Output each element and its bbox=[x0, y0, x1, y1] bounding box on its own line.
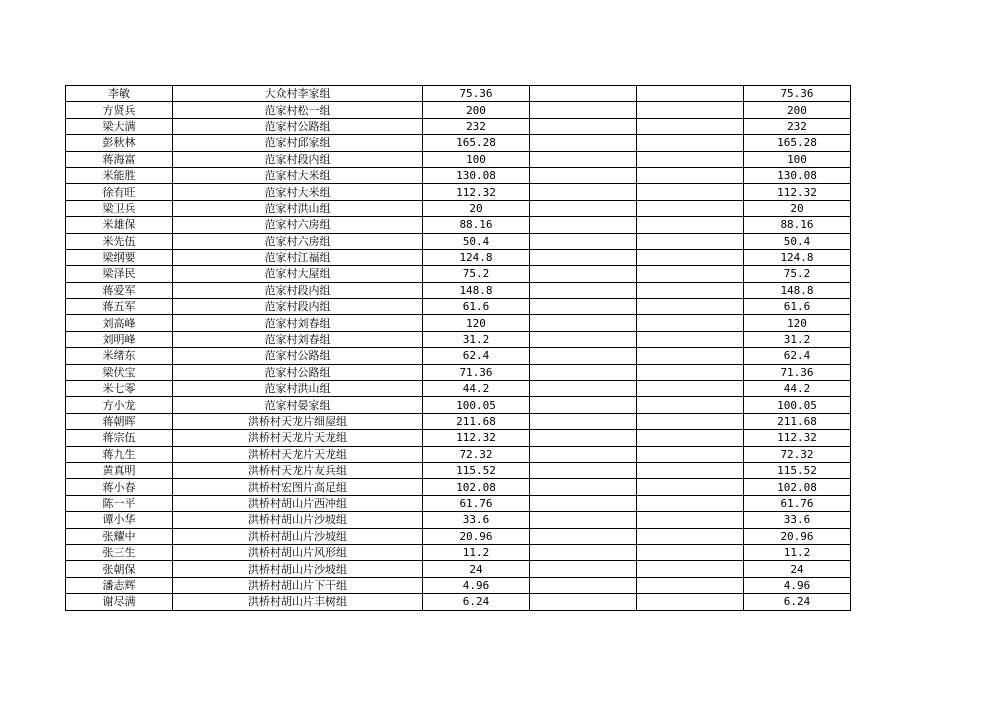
amount-cell[interactable]: 44.2 bbox=[423, 381, 530, 397]
group-cell[interactable]: 范家村大屋组 bbox=[173, 266, 423, 282]
name-cell[interactable]: 蒋爱军 bbox=[66, 282, 173, 298]
empty-cell[interactable] bbox=[637, 413, 744, 429]
empty-cell[interactable] bbox=[530, 86, 637, 102]
table-row bbox=[66, 102, 851, 118]
amount-cell[interactable]: 6.24 bbox=[423, 594, 530, 610]
amount-cell[interactable]: 71.36 bbox=[423, 364, 530, 380]
group-cell[interactable]: 范家村刘春组 bbox=[173, 315, 423, 331]
table-row bbox=[66, 315, 851, 331]
name-cell[interactable]: 蒋宗伍 bbox=[66, 430, 173, 446]
total-cell[interactable]: 61.76 bbox=[744, 495, 851, 511]
name-cell[interactable]: 梁大满 bbox=[66, 118, 173, 134]
empty-cell[interactable] bbox=[637, 381, 744, 397]
amount-cell[interactable]: 61.6 bbox=[423, 299, 530, 315]
group-cell[interactable]: 洪桥村胡山片风形组 bbox=[173, 544, 423, 560]
table-row bbox=[66, 348, 851, 364]
empty-cell[interactable] bbox=[530, 266, 637, 282]
table-row bbox=[66, 446, 851, 462]
total-cell[interactable]: 62.4 bbox=[744, 348, 851, 364]
empty-cell[interactable] bbox=[530, 282, 637, 298]
amount-cell[interactable]: 115.52 bbox=[423, 462, 530, 478]
name-cell[interactable]: 梁纲要 bbox=[66, 249, 173, 265]
amount-cell[interactable]: 72.32 bbox=[423, 446, 530, 462]
empty-cell[interactable] bbox=[637, 462, 744, 478]
table-row bbox=[66, 462, 851, 478]
name-cell[interactable]: 黄真明 bbox=[66, 462, 173, 478]
empty-cell[interactable] bbox=[530, 331, 637, 347]
amount-cell[interactable]: 31.2 bbox=[423, 331, 530, 347]
name-cell[interactable]: 梁伏宝 bbox=[66, 364, 173, 380]
table-row bbox=[66, 594, 851, 610]
empty-cell[interactable] bbox=[637, 200, 744, 216]
table-row bbox=[66, 299, 851, 315]
table-row bbox=[66, 135, 851, 151]
group-cell[interactable]: 洪桥村天龙片友兵组 bbox=[173, 462, 423, 478]
group-cell[interactable]: 洪桥村胡山片西冲组 bbox=[173, 495, 423, 511]
total-cell[interactable]: 75.2 bbox=[744, 266, 851, 282]
empty-cell[interactable] bbox=[637, 184, 744, 200]
group-cell[interactable]: 范家村刘春组 bbox=[173, 331, 423, 347]
name-cell[interactable]: 谢尽满 bbox=[66, 594, 173, 610]
group-cell[interactable]: 范家村松一组 bbox=[173, 102, 423, 118]
empty-cell[interactable] bbox=[530, 462, 637, 478]
empty-cell[interactable] bbox=[637, 249, 744, 265]
table-body bbox=[66, 86, 851, 611]
empty-cell[interactable] bbox=[530, 577, 637, 593]
total-cell[interactable]: 75.36 bbox=[744, 86, 851, 102]
group-cell[interactable]: 洪桥村宏图片高足组 bbox=[173, 479, 423, 495]
group-cell[interactable]: 范家村公路组 bbox=[173, 348, 423, 364]
group-cell[interactable]: 范家村六房组 bbox=[173, 233, 423, 249]
group-cell[interactable]: 大众村李家组 bbox=[173, 86, 423, 102]
empty-cell[interactable] bbox=[637, 528, 744, 544]
name-cell[interactable]: 梁泽民 bbox=[66, 266, 173, 282]
amount-cell[interactable]: 33.6 bbox=[423, 512, 530, 528]
amount-cell[interactable]: 50.4 bbox=[423, 233, 530, 249]
group-cell[interactable]: 洪桥村胡山片沙坡组 bbox=[173, 512, 423, 528]
empty-cell[interactable] bbox=[637, 446, 744, 462]
empty-cell[interactable] bbox=[530, 512, 637, 528]
empty-cell[interactable] bbox=[530, 102, 637, 118]
empty-cell[interactable] bbox=[637, 512, 744, 528]
total-cell[interactable]: 71.36 bbox=[744, 364, 851, 380]
table-row bbox=[66, 86, 851, 102]
table-row bbox=[66, 495, 851, 511]
table-row bbox=[66, 561, 851, 577]
table-row bbox=[66, 184, 851, 200]
empty-cell[interactable] bbox=[530, 594, 637, 610]
name-cell[interactable]: 蒋朝晖 bbox=[66, 413, 173, 429]
empty-cell[interactable] bbox=[530, 364, 637, 380]
empty-cell[interactable] bbox=[637, 151, 744, 167]
total-cell[interactable]: 31.2 bbox=[744, 331, 851, 347]
total-cell[interactable]: 11.2 bbox=[744, 544, 851, 560]
total-cell[interactable]: 24 bbox=[744, 561, 851, 577]
group-cell[interactable]: 洪桥村胡山片沙坡组 bbox=[173, 528, 423, 544]
name-cell[interactable]: 米雄保 bbox=[66, 217, 173, 233]
amount-cell[interactable]: 112.32 bbox=[423, 430, 530, 446]
name-cell[interactable]: 蒋九生 bbox=[66, 446, 173, 462]
name-cell[interactable]: 蒋五军 bbox=[66, 299, 173, 315]
group-cell[interactable]: 范家村公路组 bbox=[173, 364, 423, 380]
total-cell[interactable]: 211.68 bbox=[744, 413, 851, 429]
group-cell[interactable]: 洪桥村天龙片天龙组 bbox=[173, 430, 423, 446]
table-row bbox=[66, 430, 851, 446]
empty-cell[interactable] bbox=[530, 495, 637, 511]
empty-cell[interactable] bbox=[530, 200, 637, 216]
amount-cell[interactable]: 165.28 bbox=[423, 135, 530, 151]
amount-cell[interactable]: 232 bbox=[423, 118, 530, 134]
table-row bbox=[66, 266, 851, 282]
table-row bbox=[66, 397, 851, 413]
empty-cell[interactable] bbox=[637, 167, 744, 183]
total-cell[interactable]: 232 bbox=[744, 118, 851, 134]
empty-cell[interactable] bbox=[637, 577, 744, 593]
total-cell[interactable]: 102.08 bbox=[744, 479, 851, 495]
empty-cell[interactable] bbox=[637, 233, 744, 249]
amount-cell[interactable]: 75.2 bbox=[423, 266, 530, 282]
amount-cell[interactable]: 124.8 bbox=[423, 249, 530, 265]
group-cell[interactable]: 洪桥村胡山片沙坡组 bbox=[173, 561, 423, 577]
amount-cell[interactable]: 130.08 bbox=[423, 167, 530, 183]
empty-cell[interactable] bbox=[530, 413, 637, 429]
empty-cell[interactable] bbox=[530, 151, 637, 167]
empty-cell[interactable] bbox=[530, 561, 637, 577]
group-cell[interactable]: 洪桥村天龙片天龙组 bbox=[173, 446, 423, 462]
amount-cell[interactable]: 148.8 bbox=[423, 282, 530, 298]
empty-cell[interactable] bbox=[530, 381, 637, 397]
empty-cell[interactable] bbox=[637, 495, 744, 511]
amount-cell[interactable]: 62.4 bbox=[423, 348, 530, 364]
amount-cell[interactable]: 24 bbox=[423, 561, 530, 577]
group-cell[interactable]: 洪桥村胡山片下干组 bbox=[173, 577, 423, 593]
name-cell[interactable]: 方小龙 bbox=[66, 397, 173, 413]
total-cell[interactable]: 88.16 bbox=[744, 217, 851, 233]
name-cell[interactable]: 陈一平 bbox=[66, 495, 173, 511]
total-cell[interactable]: 112.32 bbox=[744, 184, 851, 200]
amount-cell[interactable]: 75.36 bbox=[423, 86, 530, 102]
group-cell[interactable]: 范家村段内组 bbox=[173, 299, 423, 315]
total-cell[interactable]: 4.96 bbox=[744, 577, 851, 593]
group-cell[interactable]: 范家村洪山组 bbox=[173, 381, 423, 397]
table-row bbox=[66, 331, 851, 347]
total-cell[interactable]: 124.8 bbox=[744, 249, 851, 265]
name-cell[interactable]: 米七零 bbox=[66, 381, 173, 397]
group-cell[interactable]: 范家村段内组 bbox=[173, 282, 423, 298]
total-cell[interactable]: 112.32 bbox=[744, 430, 851, 446]
empty-cell[interactable] bbox=[530, 315, 637, 331]
table-row bbox=[66, 512, 851, 528]
amount-cell[interactable]: 100.05 bbox=[423, 397, 530, 413]
group-cell[interactable]: 范家村段内组 bbox=[173, 151, 423, 167]
table-row bbox=[66, 249, 851, 265]
amount-cell[interactable]: 88.16 bbox=[423, 217, 530, 233]
empty-cell[interactable] bbox=[530, 299, 637, 315]
name-cell[interactable]: 米能胜 bbox=[66, 167, 173, 183]
name-cell[interactable]: 米绪东 bbox=[66, 348, 173, 364]
empty-cell[interactable] bbox=[530, 446, 637, 462]
empty-cell[interactable] bbox=[530, 184, 637, 200]
total-cell[interactable]: 100 bbox=[744, 151, 851, 167]
table-row bbox=[66, 364, 851, 380]
empty-cell[interactable] bbox=[530, 233, 637, 249]
table-row bbox=[66, 233, 851, 249]
empty-cell[interactable] bbox=[530, 528, 637, 544]
name-cell[interactable]: 潘志辉 bbox=[66, 577, 173, 593]
total-cell[interactable]: 6.24 bbox=[744, 594, 851, 610]
total-cell[interactable]: 100.05 bbox=[744, 397, 851, 413]
empty-cell[interactable] bbox=[530, 544, 637, 560]
total-cell[interactable]: 50.4 bbox=[744, 233, 851, 249]
total-cell[interactable]: 200 bbox=[744, 102, 851, 118]
name-cell[interactable]: 蒋海富 bbox=[66, 151, 173, 167]
name-cell[interactable]: 方贤兵 bbox=[66, 102, 173, 118]
total-cell[interactable]: 44.2 bbox=[744, 381, 851, 397]
group-cell[interactable]: 范家村邱家组 bbox=[173, 135, 423, 151]
table-row bbox=[66, 118, 851, 134]
table-row bbox=[66, 577, 851, 593]
name-cell[interactable]: 刘明峰 bbox=[66, 331, 173, 347]
group-cell[interactable]: 范家村大米组 bbox=[173, 167, 423, 183]
amount-cell[interactable]: 4.96 bbox=[423, 577, 530, 593]
empty-cell[interactable] bbox=[637, 430, 744, 446]
empty-cell[interactable] bbox=[637, 299, 744, 315]
empty-cell[interactable] bbox=[637, 266, 744, 282]
name-cell[interactable]: 张朝保 bbox=[66, 561, 173, 577]
total-cell[interactable]: 115.52 bbox=[744, 462, 851, 478]
empty-cell[interactable] bbox=[637, 315, 744, 331]
empty-cell[interactable] bbox=[637, 544, 744, 560]
empty-cell[interactable] bbox=[637, 217, 744, 233]
total-cell[interactable]: 61.6 bbox=[744, 299, 851, 315]
amount-cell[interactable]: 200 bbox=[423, 102, 530, 118]
amount-cell[interactable]: 211.68 bbox=[423, 413, 530, 429]
amount-cell[interactable]: 102.08 bbox=[423, 479, 530, 495]
name-cell[interactable]: 谭小华 bbox=[66, 512, 173, 528]
empty-cell[interactable] bbox=[530, 348, 637, 364]
empty-cell[interactable] bbox=[637, 561, 744, 577]
empty-cell[interactable] bbox=[530, 397, 637, 413]
name-cell[interactable]: 米先伍 bbox=[66, 233, 173, 249]
table-row bbox=[66, 413, 851, 429]
table-row bbox=[66, 217, 851, 233]
empty-cell[interactable] bbox=[530, 479, 637, 495]
total-cell[interactable]: 20 bbox=[744, 200, 851, 216]
group-cell[interactable]: 范家村公路组 bbox=[173, 118, 423, 134]
empty-cell[interactable] bbox=[530, 249, 637, 265]
name-cell[interactable]: 蒋小春 bbox=[66, 479, 173, 495]
empty-cell[interactable] bbox=[530, 217, 637, 233]
table-row bbox=[66, 200, 851, 216]
empty-cell[interactable] bbox=[637, 348, 744, 364]
group-cell[interactable]: 洪桥村胡山片丰树组 bbox=[173, 594, 423, 610]
total-cell[interactable]: 130.08 bbox=[744, 167, 851, 183]
table-row bbox=[66, 479, 851, 495]
empty-cell[interactable] bbox=[637, 102, 744, 118]
name-cell[interactable]: 张三生 bbox=[66, 544, 173, 560]
amount-cell[interactable]: 100 bbox=[423, 151, 530, 167]
empty-cell[interactable] bbox=[637, 479, 744, 495]
empty-cell[interactable] bbox=[637, 282, 744, 298]
name-cell[interactable]: 刘高峰 bbox=[66, 315, 173, 331]
name-cell[interactable]: 张耀中 bbox=[66, 528, 173, 544]
group-cell[interactable]: 范家村江福组 bbox=[173, 249, 423, 265]
empty-cell[interactable] bbox=[530, 430, 637, 446]
empty-cell[interactable] bbox=[637, 331, 744, 347]
group-cell[interactable]: 范家村洪山组 bbox=[173, 200, 423, 216]
empty-cell[interactable] bbox=[530, 167, 637, 183]
table-row bbox=[66, 151, 851, 167]
empty-cell[interactable] bbox=[637, 594, 744, 610]
table-row bbox=[66, 282, 851, 298]
spreadsheet-table bbox=[65, 85, 851, 611]
amount-cell[interactable]: 11.2 bbox=[423, 544, 530, 560]
empty-cell[interactable] bbox=[637, 86, 744, 102]
total-cell[interactable]: 72.32 bbox=[744, 446, 851, 462]
amount-cell[interactable]: 20.96 bbox=[423, 528, 530, 544]
amount-cell[interactable]: 120 bbox=[423, 315, 530, 331]
empty-cell[interactable] bbox=[637, 135, 744, 151]
group-cell[interactable]: 洪桥村天龙片细屋组 bbox=[173, 413, 423, 429]
empty-cell[interactable] bbox=[530, 135, 637, 151]
empty-cell[interactable] bbox=[637, 397, 744, 413]
table-row bbox=[66, 544, 851, 560]
name-cell[interactable]: 李敏 bbox=[66, 86, 173, 102]
total-cell[interactable]: 120 bbox=[744, 315, 851, 331]
total-cell[interactable]: 165.28 bbox=[744, 135, 851, 151]
amount-cell[interactable]: 112.32 bbox=[423, 184, 530, 200]
table-row bbox=[66, 528, 851, 544]
empty-cell[interactable] bbox=[637, 118, 744, 134]
name-cell[interactable]: 梁卫兵 bbox=[66, 200, 173, 216]
empty-cell[interactable] bbox=[530, 118, 637, 134]
total-cell[interactable]: 20.96 bbox=[744, 528, 851, 544]
table-row bbox=[66, 381, 851, 397]
total-cell[interactable]: 33.6 bbox=[744, 512, 851, 528]
empty-cell[interactable] bbox=[637, 364, 744, 380]
name-cell[interactable]: 徐有旺 bbox=[66, 184, 173, 200]
group-cell[interactable]: 范家村晏家组 bbox=[173, 397, 423, 413]
group-cell[interactable]: 范家村六房组 bbox=[173, 217, 423, 233]
total-cell[interactable]: 148.8 bbox=[744, 282, 851, 298]
amount-cell[interactable]: 61.76 bbox=[423, 495, 530, 511]
group-cell[interactable]: 范家村大米组 bbox=[173, 184, 423, 200]
table-row bbox=[66, 167, 851, 183]
amount-cell[interactable]: 20 bbox=[423, 200, 530, 216]
name-cell[interactable]: 彭秋林 bbox=[66, 135, 173, 151]
